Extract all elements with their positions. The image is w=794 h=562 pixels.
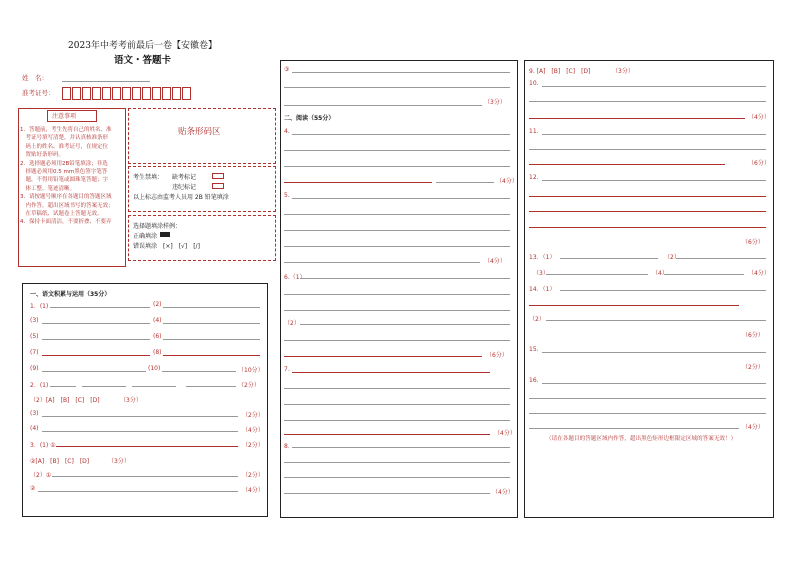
q16-score: （4分）	[742, 424, 764, 431]
exam-no-label: 准考证号：	[22, 89, 55, 97]
q10-score: （4分）	[748, 114, 770, 121]
q7-label: 7.	[284, 366, 290, 373]
q1-1-label: 1．(1)	[30, 303, 49, 310]
q13-score: （4分）	[748, 270, 770, 277]
q1-5-line[interactable]	[42, 339, 150, 340]
q3-4-score: （4分）	[242, 487, 264, 494]
q1-10-line[interactable]	[162, 371, 236, 372]
right-panel	[524, 60, 774, 518]
card-subtitle: 语文・答题卡	[113, 55, 171, 66]
q10-line-2[interactable]	[529, 101, 766, 102]
q8-score: （4分）	[492, 489, 514, 496]
absent-label: 缺考标记	[172, 174, 197, 181]
q14-2-label: （2）	[529, 316, 545, 323]
q12-line-3[interactable]	[529, 211, 766, 212]
q16-line-4[interactable]	[529, 428, 739, 429]
q12-score: （6分）	[742, 239, 764, 246]
q13-1-line[interactable]	[560, 258, 658, 259]
q6-line-6[interactable]	[284, 356, 482, 357]
wrong-label: 错误填涂 [×] [√] [/]	[133, 243, 200, 250]
q2-1-score: （2分）	[238, 382, 260, 389]
q1-7-line[interactable]	[42, 355, 150, 356]
q3-3-label: （2）①	[30, 472, 52, 479]
q2-1-line-c[interactable]	[132, 386, 176, 387]
q1-1-line[interactable]	[50, 307, 150, 308]
q16-line-1[interactable]	[542, 383, 766, 384]
middle-line-1[interactable]	[292, 72, 510, 73]
q1-4-label: (4)	[153, 317, 162, 324]
q1-2-line[interactable]	[163, 307, 260, 308]
q16-line-3[interactable]	[529, 413, 766, 414]
q3-3-score: （2分）	[242, 472, 264, 479]
q8-line-4[interactable]	[284, 493, 490, 494]
q3-4-line[interactable]	[38, 491, 238, 492]
q1-8-line[interactable]	[163, 355, 260, 356]
q12-line-2[interactable]	[529, 196, 766, 197]
q2-1-line-a[interactable]	[50, 386, 76, 387]
q2-4-label: (4)	[30, 425, 39, 432]
section2-title: 二、阅读（55分）	[284, 115, 335, 122]
q1-5-label: (5)	[30, 333, 39, 340]
q5-line-3[interactable]	[284, 230, 510, 231]
q1-8-label: (8)	[153, 349, 162, 356]
q5-line-1[interactable]	[292, 198, 510, 199]
q2-4-score: （4分）	[242, 427, 264, 434]
q4-line-3[interactable]	[284, 166, 510, 167]
q2-3-line[interactable]	[42, 416, 238, 417]
absent-mark[interactable]	[212, 173, 224, 179]
middle-panel	[280, 60, 518, 518]
q5-line-4[interactable]	[284, 246, 510, 247]
q3-1-score: （2分）	[242, 442, 264, 449]
q4-score: （4分）	[496, 178, 518, 185]
q6-line-5[interactable]	[284, 340, 510, 341]
q4-line-2[interactable]	[284, 150, 510, 151]
q2-2-options[interactable]: （2）[A] [B] [C] [D]	[30, 397, 100, 404]
q3-2-options[interactable]: ②[A] [B] [C] [D]	[30, 458, 90, 465]
q5-label: 5.	[284, 192, 290, 199]
q1-4-line[interactable]	[163, 323, 260, 324]
q4-line-1[interactable]	[292, 134, 510, 135]
q10-line-1[interactable]	[542, 86, 766, 87]
q1-score: （10分）	[238, 367, 264, 374]
q5-line-5[interactable]	[284, 262, 480, 263]
middle-line-2[interactable]	[284, 87, 510, 88]
q14-line-2[interactable]	[529, 305, 739, 306]
q8-line-1[interactable]	[292, 447, 510, 448]
q4-line-4[interactable]	[284, 182, 432, 183]
q9-options[interactable]: 9. [A] [B] [C] [D]	[529, 68, 591, 75]
q14-score: （6分）	[742, 332, 764, 339]
violation-mark[interactable]	[212, 183, 224, 189]
q11-line-2[interactable]	[529, 149, 766, 150]
q9-score: （3分）	[612, 68, 634, 75]
q12-line-4[interactable]	[529, 227, 766, 228]
q6-1-label: 6.（1）	[284, 274, 306, 281]
q13-4-label: （4）	[652, 270, 668, 277]
q14-line-3[interactable]	[546, 320, 766, 321]
q2-1-label: 2．(1)	[30, 382, 49, 389]
q6-line-2[interactable]	[284, 294, 510, 295]
q3-3-line[interactable]	[52, 476, 238, 477]
q11-score: （6分）	[748, 160, 770, 167]
q8-line-3[interactable]	[284, 477, 510, 478]
q7-line-3[interactable]	[284, 404, 510, 405]
q15-score: （2分）	[742, 364, 764, 371]
q1-10-label: (10)	[148, 365, 161, 372]
q12-label: 12.	[529, 174, 539, 181]
name-label: 姓 名：	[22, 74, 48, 82]
middle-top-score: （3分）	[484, 99, 506, 106]
exam-title: 2023年中考考前最后一卷【安徽卷】	[68, 41, 217, 51]
q7-score: （4分）	[494, 430, 516, 437]
notice-list: 1．答题前，考生先将自己的姓名、准 考证号填写清楚，并认真核准条形 码上的姓名、准考证号，在规定位 置贴好条形码。 2．选择题必须用2B铅笔填涂；非选 择题必须用0.5 mm黑色签字笔答 题，不得用铅笔或圆珠笔答题；字 体工整、笔迹清晰。 3．请按题号顺序在各题目的答题区域 内作答，超出区域书写的答案无效； 在草稿纸、试题卷上答题无效。 4．保持卡面清洁，不要折叠、不要弄	[20, 127, 114, 226]
status-title: 考生禁填：	[133, 174, 164, 181]
q13-1-label: 13．（1）	[529, 254, 556, 261]
correct-label: 正确填涂	[133, 233, 158, 240]
middle-line-3[interactable]	[284, 105, 482, 106]
correct-fill-sample	[160, 232, 170, 237]
q2-3-score: （2分）	[242, 412, 264, 419]
q2-1-line-d[interactable]	[186, 386, 236, 387]
q1-9-line[interactable]	[42, 371, 146, 372]
q14-1-label: 14．（1）	[529, 286, 556, 293]
q2-2-score: （3分）	[120, 397, 142, 404]
sample-title: 选择题填涂样例：	[133, 223, 182, 230]
q6-line-4[interactable]	[300, 324, 510, 325]
q1-2-label: (2)	[153, 301, 162, 308]
q7-line-1[interactable]	[292, 372, 490, 373]
q13-3-line[interactable]	[546, 274, 648, 275]
q14-line-1[interactable]	[560, 290, 766, 291]
q1-6-label: (6)	[153, 333, 162, 340]
q2-3-label: (3)	[30, 410, 39, 417]
status-note: 以上标志由监考人员用 2B 铅笔填涂	[133, 194, 229, 201]
q13-2-line[interactable]	[676, 258, 766, 259]
q13-4-line[interactable]	[664, 274, 744, 275]
q16-label: 16.	[529, 377, 539, 384]
q7-line-2[interactable]	[284, 388, 510, 389]
q11-label: 11.	[529, 128, 539, 135]
q3-3-continued-label: ③	[284, 66, 290, 73]
q2-4-line[interactable]	[42, 431, 238, 432]
q3-1-line[interactable]	[56, 446, 238, 447]
q7-line-4[interactable]	[284, 420, 510, 421]
q3-2-score: （3分）	[108, 458, 130, 465]
q7-line-5[interactable]	[284, 434, 490, 435]
q6-score: （6分）	[486, 352, 508, 359]
q2-1-line-b[interactable]	[82, 386, 126, 387]
q3-4-label: ②	[30, 485, 36, 492]
q16-line-2[interactable]	[529, 398, 766, 399]
q5-line-2[interactable]	[284, 214, 510, 215]
q11-line-3[interactable]	[529, 164, 725, 165]
q4-label: 4.	[284, 128, 290, 135]
barcode-label: 贴条形码区	[178, 127, 221, 137]
q5-score: （4分）	[484, 258, 506, 265]
violation-label: 违纪标记	[172, 184, 197, 191]
q6-line-1[interactable]	[300, 278, 510, 279]
q10-line-3[interactable]	[529, 118, 745, 119]
q11-line-1[interactable]	[542, 134, 766, 135]
q12-line-1[interactable]	[542, 180, 766, 181]
q1-6-line[interactable]	[163, 339, 260, 340]
q13-2-label: （2）	[664, 254, 680, 261]
q10-label: 10.	[529, 80, 539, 87]
q1-3-line[interactable]	[42, 323, 150, 324]
answer-area-footer-note: （请在各题目的答题区域内作答，超出黑色矩形边框限定区域的答案无效！）	[546, 436, 737, 442]
q4-line-5[interactable]	[436, 182, 494, 183]
section1-title: 一、语文积累与运用（35分）	[30, 291, 111, 298]
q6-line-3[interactable]	[284, 310, 510, 311]
notice-title: 注意事项	[52, 113, 77, 120]
q1-9-label: (9)	[30, 365, 39, 372]
q15-label: 15.	[529, 346, 539, 353]
q6-2-label: （2）	[284, 320, 300, 327]
q8-line-2[interactable]	[284, 462, 510, 463]
q3-1-label: 3．(1) ①	[30, 442, 56, 449]
q1-7-label: (7)	[30, 349, 39, 356]
q15-line-1[interactable]	[542, 352, 766, 353]
q1-3-label: (3)	[30, 317, 39, 324]
name-field[interactable]	[62, 81, 150, 82]
q13-3-label: （3）	[533, 270, 549, 277]
q8-label: 8．	[284, 443, 294, 450]
